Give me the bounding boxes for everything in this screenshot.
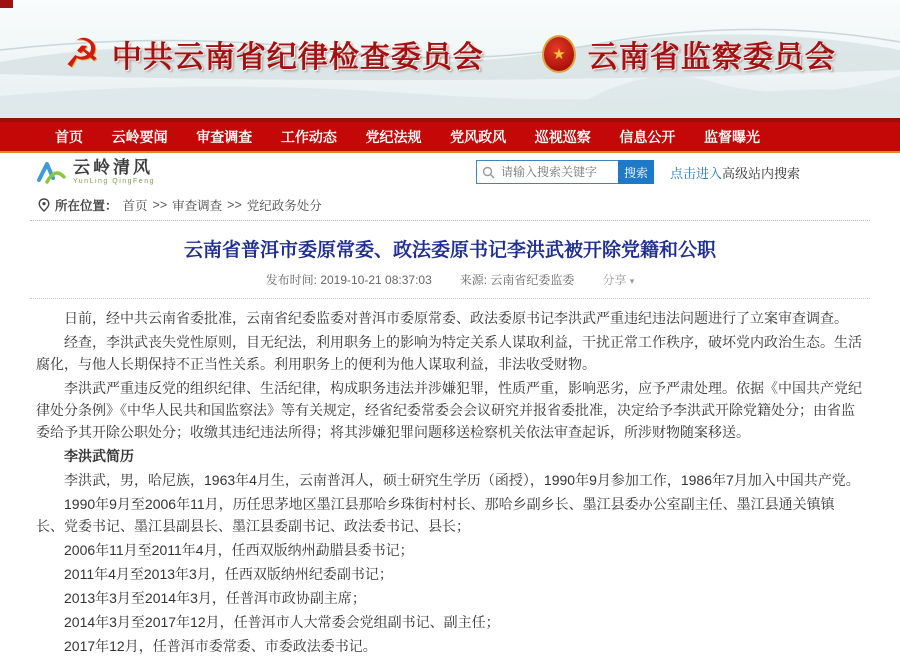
article — [0, 235, 900, 657]
site-banner — [0, 0, 900, 118]
org-supervisory-commission — [542, 32, 836, 76]
org-discipline-commission-name: 中共云南省纪律检查委员会 — [111, 41, 484, 74]
resume-paragraph: 1990年9月至2006年11月，历任思茅地区墨江县那哈乡珠街村村长、那哈乡副乡长、墨江县委办公室副主任、墨江县通关镇镇长、党委书记、墨江县副县长、墨江县委副书记、政法委书记、县长； — [36, 496, 835, 534]
org-discipline-commission — [64, 32, 484, 76]
article-meta — [0, 271, 900, 288]
breadcrumb-separator: >> — [227, 198, 242, 212]
logo-search-bar — [0, 153, 900, 191]
article-source: 来源: 云南省纪委监委 — [459, 273, 575, 287]
site-name: 云岭清风 — [73, 158, 153, 178]
site-logo[interactable] — [35, 158, 155, 186]
search-box — [476, 160, 618, 184]
nav-item-work-dynamics[interactable]: 工作动态 — [280, 128, 337, 145]
org-supervisory-commission-name: 云南省监察委员会 — [587, 41, 836, 74]
nav-item-info-disclosure[interactable]: 信息公开 — [619, 128, 676, 145]
party-emblem-icon: ☭ — [64, 32, 100, 76]
advanced-search-link[interactable]: 点击进入 — [669, 165, 722, 181]
search-input[interactable] — [476, 160, 618, 184]
caret-down-icon: ▾ — [629, 276, 635, 286]
share-button[interactable] — [602, 271, 634, 288]
advanced-search-text: 高级站内搜索 — [721, 165, 800, 181]
corner-mark — [0, 0, 13, 8]
resume-heading: 李洪武简历 — [64, 448, 134, 464]
publish-time: 发布时间: 2019-10-21 08:37:03 — [265, 273, 432, 287]
search-button[interactable]: 搜索 — [618, 160, 654, 184]
nav-item-investigation[interactable]: 审查调查 — [196, 128, 253, 145]
national-emblem-icon — [542, 35, 576, 73]
resume-paragraph: 2017年12月，任普洱市委常委、市委政法委书记。 — [64, 638, 377, 654]
nav-item-supervision-exposure[interactable]: 监督曝光 — [704, 128, 760, 145]
main-nav — [0, 118, 900, 153]
site-logo-text — [73, 159, 155, 185]
share-label: 分享 — [602, 273, 627, 287]
nav-item-party-conduct[interactable]: 党风政风 — [450, 128, 507, 145]
breadcrumb-investigation[interactable]: 审查调查 — [172, 199, 223, 213]
location-pin-icon — [38, 198, 50, 212]
breadcrumb-label: 所在位置： — [55, 199, 118, 213]
nav-item-yunling-news[interactable]: 云岭要闻 — [111, 128, 168, 145]
article-title: 云南省普洱市委原常委、政法委原书记李洪武被开除党籍和公职 — [183, 240, 716, 261]
site-name-en: YunLing QingFeng — [73, 177, 155, 185]
banner-title-row — [0, 0, 900, 76]
nav-item-home[interactable]: 首页 — [55, 128, 83, 145]
article-paragraph: 李洪武严重违反党的组织纪律、生活纪律，构成职务违法并涉嫌犯罪，性质严重，影响恶劣，应予严肃处理。依据《中国共产党纪律处分条例》《中华人民共和国监察法》等有关规定，经省纪委常委会会议研究并报省委批准，决定给予李洪武开除党籍处分；由省监委给予其开除公职处分；收缴其违纪违法所得；将其涉嫌犯罪问题移送检察机关依法审查起诉，所涉财物随案移送。 — [36, 380, 862, 440]
resume-paragraph: 2006年11月至2011年4月，任西双版纳州勐腊县委书记； — [64, 542, 414, 558]
resume-paragraph: 2013年3月至2014年3月，任普洱市政协副主席； — [64, 590, 366, 606]
search-icon — [482, 166, 495, 179]
search-zone — [476, 160, 900, 184]
nav-item-discipline-rules[interactable]: 党纪法规 — [365, 128, 422, 145]
breadcrumb-current-section[interactable]: 党纪政务处分 — [246, 199, 322, 213]
article-body — [0, 299, 900, 657]
article-paragraph: 经查，李洪武丧失党性原则，目无纪法，利用职务上的影响为特定关系人谋取利益，干扰正常工作秩序，破坏党内政治生态。生活腐化，与他人长期保持不正当性关系。利用职务上的便利为他人谋取利益，非法收受财物。 — [36, 334, 862, 372]
breadcrumb — [30, 193, 870, 221]
nav-item-inspection-tours[interactable]: 巡视巡察 — [534, 128, 591, 145]
main-nav-items — [55, 122, 760, 151]
breadcrumb-separator: >> — [152, 198, 168, 212]
star-icon: ★ — [552, 45, 566, 63]
mountain-logo-icon — [35, 158, 67, 186]
resume-paragraph: 李洪武，男，哈尼族，1963年4月生，云南普洱人，硕士研究生学历（函授），1990年9月参加工作，1986年7月加入中国共产党。 — [64, 472, 860, 488]
article-paragraph: 日前，经中共云南省委批准，云南省纪委监委对普洱市委原常委、政法委原书记李洪武严重违纪违法问题进行了立案审查调查。 — [64, 310, 848, 326]
breadcrumb-home[interactable]: 首页 — [122, 199, 148, 213]
resume-paragraph: 2011年4月至2013年3月，任西双版纳州纪委副书记； — [64, 566, 393, 582]
resume-paragraph: 2014年3月至2017年12月，任普洱市人大常委会党组副书记、副主任； — [64, 614, 500, 630]
